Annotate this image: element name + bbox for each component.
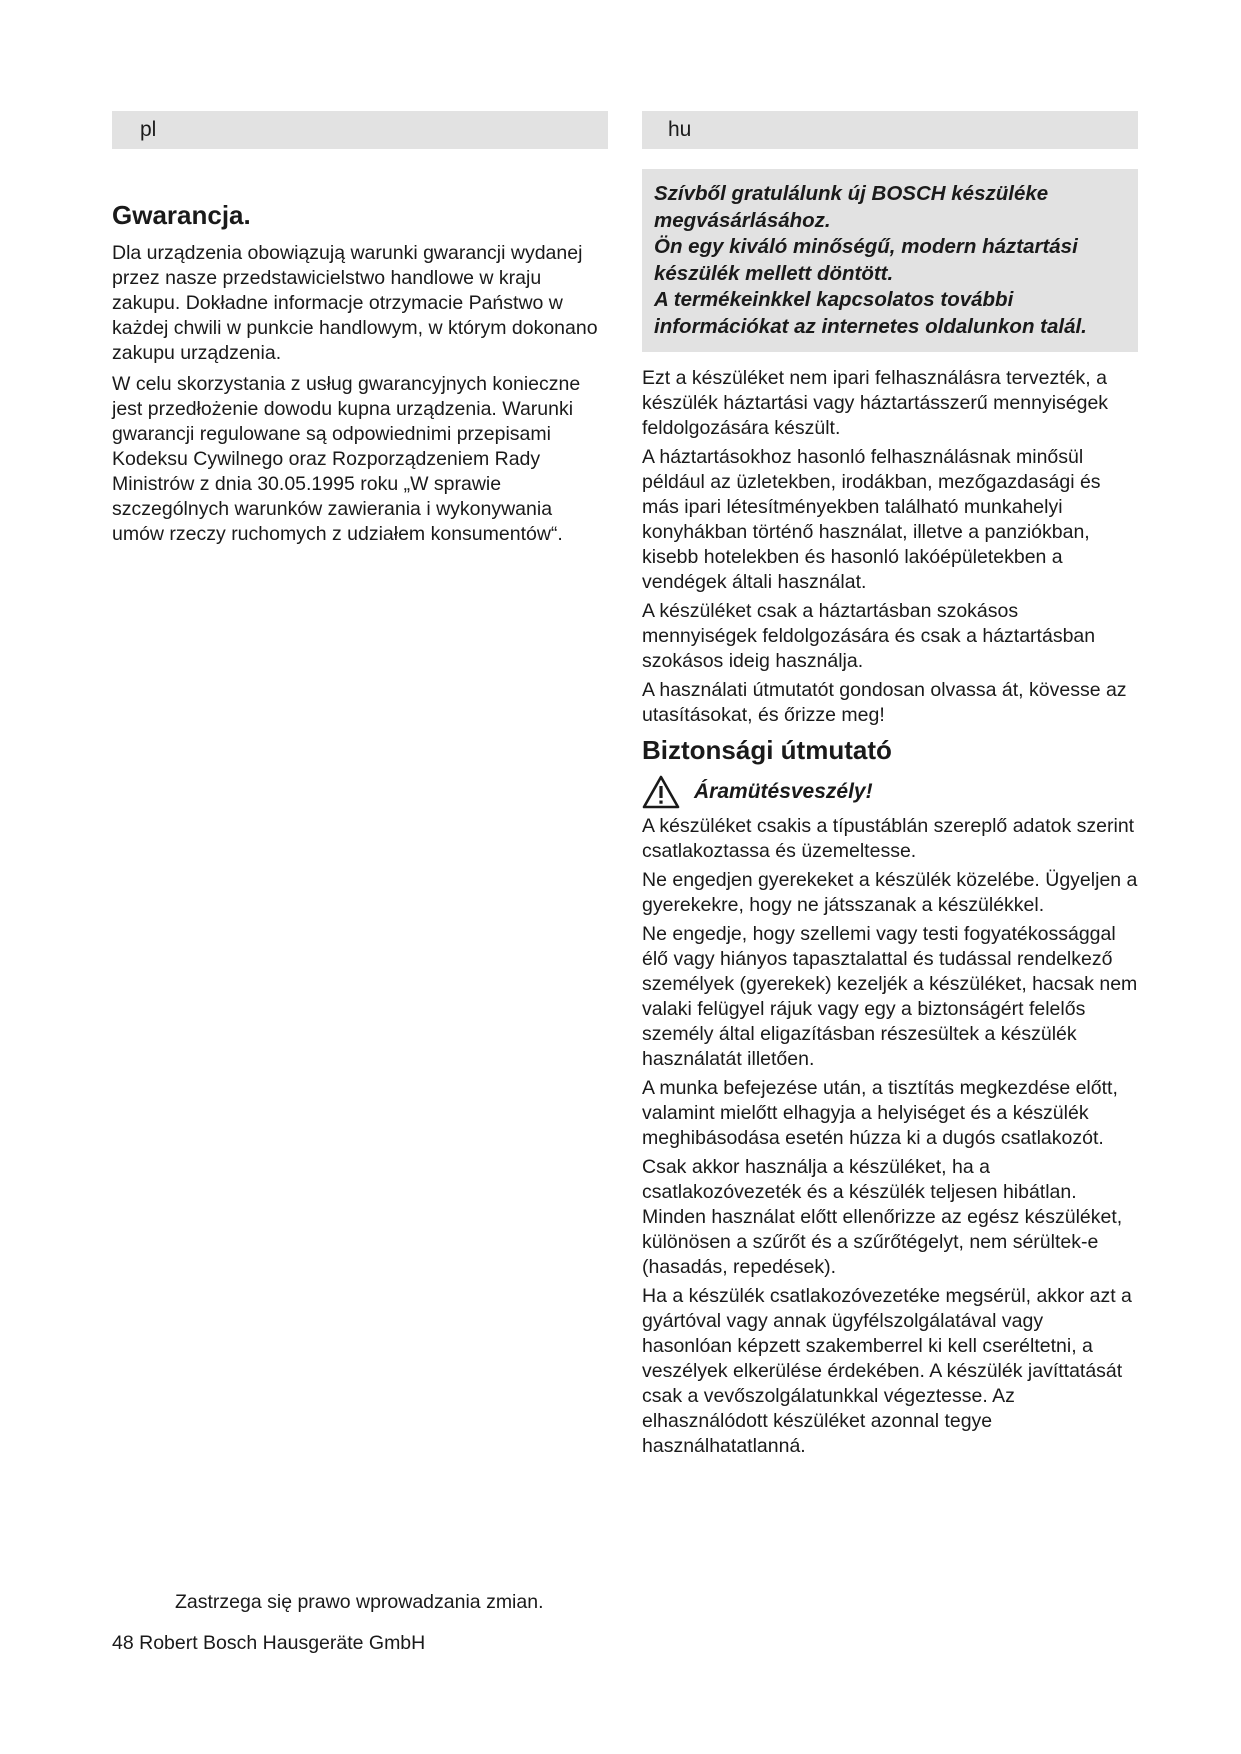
- safety-paragraph: Csak akkor használja a készüléket, ha a csatlakozóvezeték és a készülék teljesen hibátlan. Minden használat előtt ellenőrizze az egész készüléket, különösen a szűrőt és a szűrőtégelyt, nem sérültek-e (hasadás, repedések).: [642, 1156, 1123, 1278]
- warning-label: Áramütésveszély!: [694, 780, 873, 803]
- warranty-paragraph: Dla urządzenia obowiązują warunki gwarancji wydanej przez nasze przedstawicielstwo handlowe w kraju zakupu. Dokładne informacje otrzymacie Państwo w każdej chwili w punkcie handlowym, w którym dokonano zakupu urządzenia.: [112, 242, 598, 364]
- safety-paragraph: A készüléket csakis a típustáblán szereplő adatok szerint csatlakoztassa és üzemeltesse.: [642, 815, 1135, 862]
- language-tab-pl: [112, 111, 608, 149]
- safety-heading: Biztonsági útmutató: [642, 735, 892, 765]
- safety-paragraph: Ne engedjen gyerekeket a készülék közelébe. Ügyeljen a gyerekekre, hogy ne játsszanak a készülékkel.: [642, 869, 1138, 916]
- body-paragraph: A háztartásokhoz hasonló felhasználásnak minősül például az üzletekben, irodákban, mezőgazdasági és más ipari létesítményekben található munkahelyi konyhákban történő használat, illetve a panziókban, kisebb hotelekben és hasonló lakóépületekben a vendégek általi használat.: [642, 446, 1101, 593]
- safety-paragraph: A munka befejezése után, a tisztítás megkezdése előtt, valamint mielőtt elhagyja a helyiséget és a készülék meghibásodása esetén húzza ki a dugós csatlakozót.: [642, 1077, 1118, 1149]
- safety-body: [642, 814, 1138, 1459]
- safety-paragraph: Ha a készülék csatlakozóvezetéke megsérül, akkor azt a gyártóval vagy annak ügyfélszolgálatával vagy hasonlóan képzett szakemberrel ki kell cseréltetni, a veszélyek elkerülése érdekében. A készülék javíttatását csak a vevőszolgálatunkkal végeztesse. Az elhasználódott készüléket azonnal tegye használhatatlanná.: [642, 1285, 1132, 1457]
- warning-row: [642, 774, 1138, 810]
- polish-column: [112, 111, 608, 553]
- intro-body: [642, 366, 1138, 728]
- language-code: pl: [140, 118, 157, 141]
- body-paragraph: A használati útmutatót gondosan olvassa át, kövesse az utasításokat, és őrizze meg!: [642, 679, 1127, 726]
- body-paragraph: Ezt a készüléket nem ipari felhasználásra tervezték, a készülék háztartási vagy háztartásszerű mennyiségek feldolgozására készült.: [642, 367, 1109, 439]
- changes-reserved-note: Zastrzega się prawo wprowadzania zmian.: [175, 1591, 544, 1613]
- language-code: hu: [668, 118, 692, 141]
- warranty-paragraph: W celu skorzystania z usług gwarancyjnych konieczne jest przedłożenie dowodu kupna urządzenia. Warunki gwarancji regulowane są odpowiednimi przepisami Kodeksu Cywilnego oraz Rozporządzeniem Rady Ministrów z dnia 30.05.1995 roku „W sprawie szczególnych warunków zawierania i wykonywania umów rzeczy ruchomych z udziałem konsumentów“.: [112, 373, 581, 545]
- intro-box: [642, 169, 1138, 352]
- hungarian-column: [642, 111, 1138, 1463]
- warranty-heading: Gwarancja.: [112, 200, 251, 230]
- warning-triangle-icon: [642, 775, 680, 809]
- intro-line: A termékeinkkel kapcsolatos további információkat az internetes oldalunkon talál.: [654, 288, 1087, 338]
- language-tab-hu: [642, 111, 1138, 149]
- page-footer: 48 Robert Bosch Hausgeräte GmbH: [112, 1632, 426, 1654]
- body-paragraph: A készüléket csak a háztartásban szokásos mennyiségek feldolgozására és csak a háztartásban szokásos ideig használja.: [642, 600, 1096, 672]
- safety-paragraph: Ne engedje, hogy szellemi vagy testi fogyatékossággal élő vagy hiányos tapasztalattal és tudással rendelkező személyek (gyerekek) kezeljék a készüléket, hacsak nem valaki felügyel rájuk vagy egy a biztonságért felelős személy által eligazításban részesültek a készülék használatát illetően.: [642, 923, 1138, 1070]
- intro-line: Szívből gratulálunk új BOSCH készüléke megvásárlásához.: [654, 182, 1049, 232]
- intro-line: Ön egy kiváló minőségű, modern háztartási készülék mellett döntött.: [654, 235, 1078, 285]
